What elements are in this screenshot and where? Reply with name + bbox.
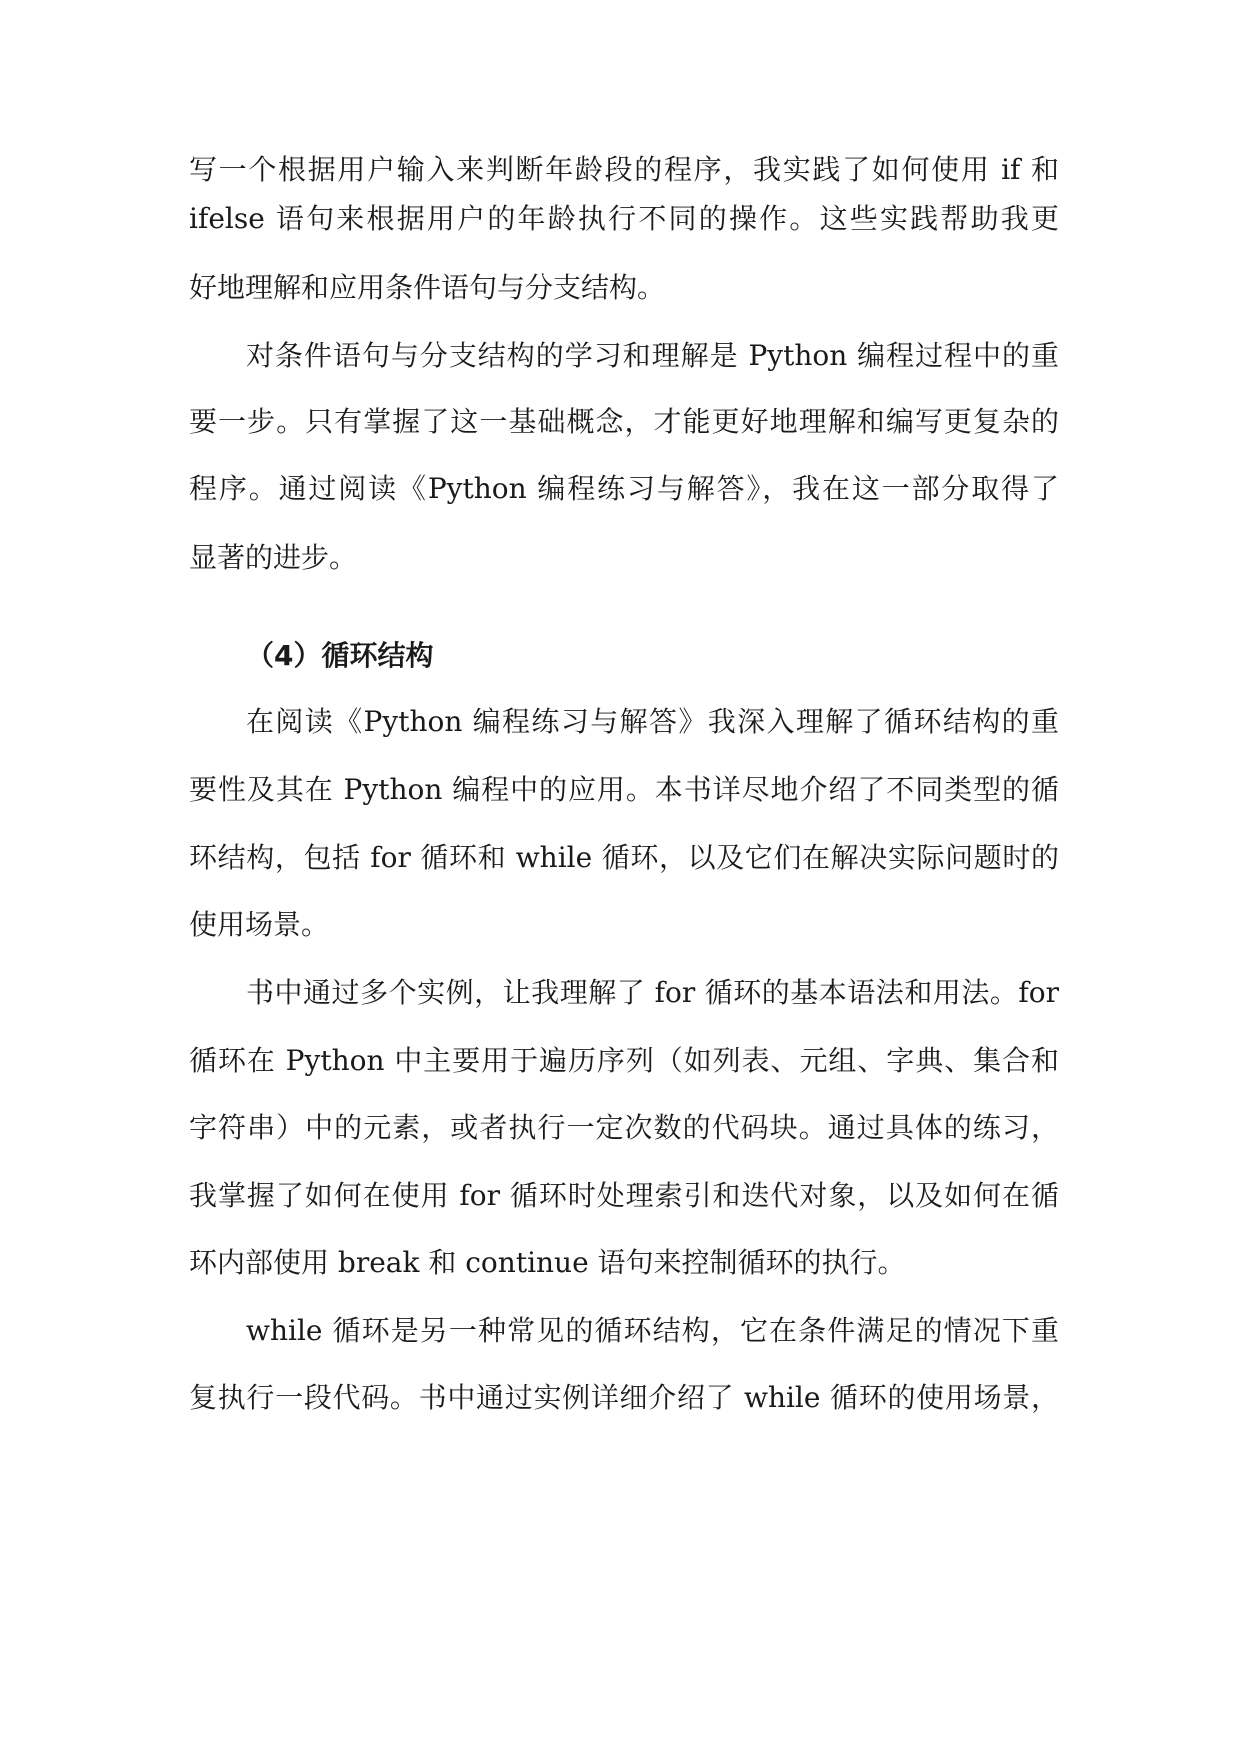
text-line: 循环在 Python 中主要用于遍历序列（如列表、元组、字典、集合和 — [189, 1044, 1059, 1077]
text-line: 环结构，包括 for 循环和 while 循环，以及它们在解决实际问题时的 — [189, 841, 1059, 874]
text-line: 我掌握了如何在使用 for 循环时处理索引和迭代对象，以及如何在循 — [189, 1179, 1059, 1212]
text-line: 要性及其在 Python 编程中的应用。本书详尽地介绍了不同类型的循 — [189, 773, 1059, 806]
text-line: 字符串）中的元素，或者执行一定次数的代码块。通过具体的练习， — [189, 1111, 1059, 1144]
section-heading: （4）循环结构 — [246, 639, 434, 672]
text-line: 程序。通过阅读《Python 编程练习与解答》，我在这一部分取得了 — [189, 472, 1059, 505]
text-line: 好地理解和应用条件语句与分支结构。 — [189, 271, 666, 304]
text-line: 复执行一段代码。书中通过实例详细介绍了 while 循环的使用场景， — [189, 1381, 1059, 1414]
text-line: 显著的进步。 — [189, 541, 358, 574]
text-line: 书中通过多个实例，让我理解了 for 循环的基本语法和用法。for — [246, 976, 1059, 1009]
text-line: 使用场景。 — [189, 908, 330, 941]
text-line: 写一个根据用户输入来判断年龄段的程序，我实践了如何使用 if 和 — [189, 153, 1059, 186]
text-line: 对条件语句与分支结构的学习和理解是 Python 编程过程中的重 — [246, 339, 1059, 372]
text-line: 在阅读《Python 编程练习与解答》我深入理解了循环结构的重 — [246, 705, 1059, 738]
text-line: 要一步。只有掌握了这一基础概念，才能更好地理解和编写更复杂的 — [189, 405, 1059, 438]
text-line: 环内部使用 break 和 continue 语句来控制循环的执行。 — [189, 1246, 906, 1279]
text-line: while 循环是另一种常见的循环结构，它在条件满足的情况下重 — [246, 1314, 1059, 1347]
text-line: ifelse 语句来根据用户的年龄执行不同的操作。这些实践帮助我更 — [189, 202, 1059, 235]
